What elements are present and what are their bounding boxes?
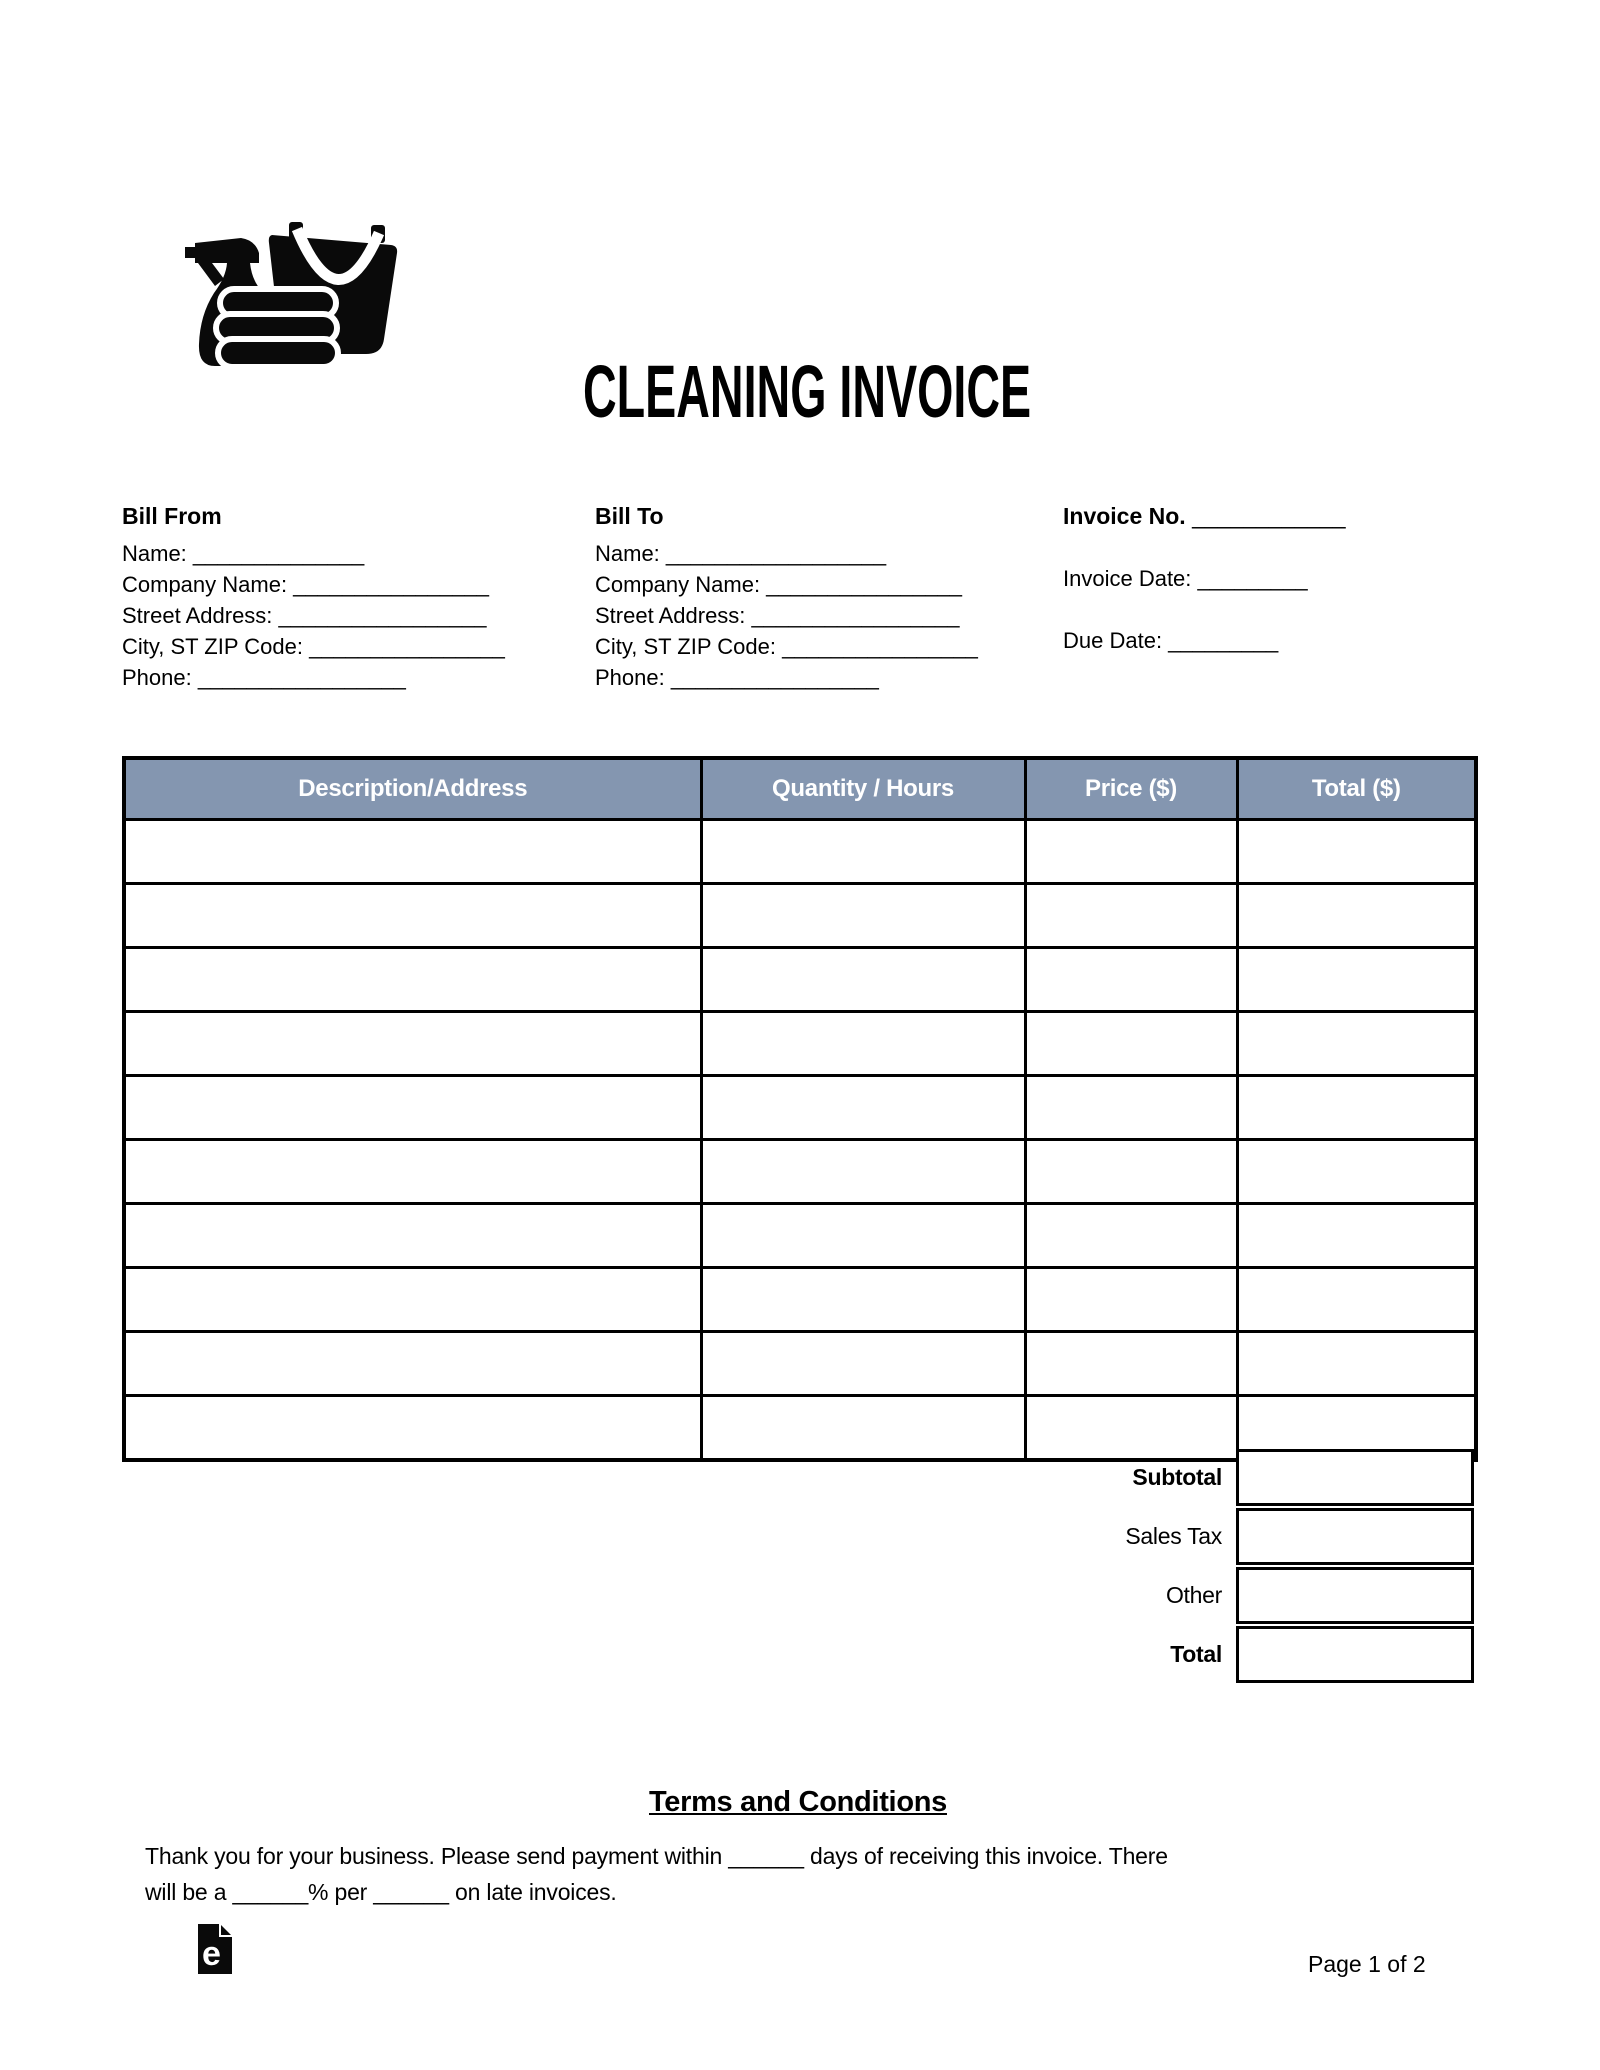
line-item-cell: [1237, 1204, 1476, 1268]
bill-to-heading: Bill To: [595, 503, 664, 529]
line-item-cell: [1025, 1204, 1237, 1268]
line-item-row: [124, 820, 1476, 884]
bill-from-phone-field: Phone: _________________: [122, 665, 406, 690]
line-item-row: [124, 1012, 1476, 1076]
line-item-row: [124, 1076, 1476, 1140]
terms-line-2: will be a ______% per ______ on late invoices.: [145, 1879, 617, 1905]
bill-from-city-field: City, ST ZIP Code: ________________: [122, 634, 505, 659]
bill-from-name-field: Name: ______________: [122, 541, 365, 566]
sales-tax-row: [122, 1508, 1474, 1565]
line-item-cell: [701, 884, 1025, 948]
invoice-meta-section: [1063, 501, 1346, 656]
line-item-cell: [701, 1268, 1025, 1332]
line-item-cell: [701, 1076, 1025, 1140]
invoice-date-field: Invoice Date: _________: [1063, 566, 1308, 591]
line-item-cell: [1025, 884, 1237, 948]
terms-paragraph: [145, 1838, 1425, 1910]
line-item-cell: [1237, 1140, 1476, 1204]
line-items-table: [122, 756, 1478, 1462]
col-header-description: Description/Address: [124, 758, 701, 820]
line-item-cell: [1025, 820, 1237, 884]
line-item-row: [124, 1332, 1476, 1396]
due-date-field: Due Date: _________: [1063, 628, 1279, 653]
col-header-price: Price ($): [1025, 758, 1237, 820]
bill-to-company-field: Company Name: ________________: [595, 572, 962, 597]
invoice-number-blank: ____________: [1185, 503, 1346, 529]
sales-tax-value-box: [1236, 1508, 1474, 1565]
line-item-cell: [1237, 820, 1476, 884]
line-item-cell: [701, 1332, 1025, 1396]
line-item-cell: [701, 948, 1025, 1012]
line-item-cell: [124, 1076, 701, 1140]
line-item-cell: [1237, 948, 1476, 1012]
line-item-cell: [701, 820, 1025, 884]
line-item-cell: [1025, 948, 1237, 1012]
line-item-cell: [1025, 1268, 1237, 1332]
bill-from-street-field: Street Address: _________________: [122, 603, 487, 628]
table-header-row: [124, 758, 1476, 820]
invoice-number-label: Invoice No.: [1063, 503, 1186, 529]
other-value-box: [1236, 1567, 1474, 1624]
other-row: [122, 1567, 1474, 1624]
bill-to-section: [595, 501, 978, 693]
line-item-cell: [1025, 1076, 1237, 1140]
line-item-cell: [1237, 1012, 1476, 1076]
summary-section: [122, 1449, 1474, 1685]
line-item-cell: [124, 1012, 701, 1076]
page-title: CLEANING INVOICE: [583, 350, 1032, 433]
line-item-cell: [124, 820, 701, 884]
subtotal-label: Subtotal: [1132, 1464, 1222, 1490]
line-item-cell: [1025, 1140, 1237, 1204]
bill-from-heading: Bill From: [122, 503, 222, 529]
terms-line-1: Thank you for your business. Please send payment within ______ days of receiving this invoice. There: [145, 1843, 1168, 1869]
subtotal-row: [122, 1449, 1474, 1506]
bill-from-company-field: Company Name: ________________: [122, 572, 489, 597]
line-item-cell: [1237, 1076, 1476, 1140]
line-item-cell: [1025, 1012, 1237, 1076]
bill-to-phone-field: Phone: _________________: [595, 665, 879, 690]
line-item-cell: [701, 1012, 1025, 1076]
page-indicator: Page 1 of 2: [1308, 1951, 1426, 1977]
col-header-quantity: Quantity / Hours: [701, 758, 1025, 820]
bill-from-section: [122, 501, 505, 693]
line-item-row: [124, 1140, 1476, 1204]
subtotal-value-box: [1236, 1449, 1474, 1506]
invoice-number-field: [1063, 501, 1346, 532]
sales-tax-label: Sales Tax: [1125, 1523, 1222, 1549]
terms-heading: Terms and Conditions: [649, 1786, 947, 1818]
col-header-total: Total ($): [1237, 758, 1476, 820]
line-item-cell: [1237, 1268, 1476, 1332]
bill-to-city-field: City, ST ZIP Code: ________________: [595, 634, 978, 659]
line-item-cell: [124, 948, 701, 1012]
line-item-cell: [1237, 1332, 1476, 1396]
svg-text:e: e: [202, 1935, 221, 1973]
line-item-cell: [124, 1332, 701, 1396]
line-item-cell: [124, 1268, 701, 1332]
line-item-cell: [1025, 1332, 1237, 1396]
total-label: Total: [1170, 1641, 1222, 1667]
line-item-cell: [124, 884, 701, 948]
line-item-row: [124, 1268, 1476, 1332]
line-item-cell: [701, 1140, 1025, 1204]
line-item-cell: [701, 1204, 1025, 1268]
line-item-cell: [1237, 884, 1476, 948]
total-row: [122, 1626, 1474, 1683]
total-value-box: [1236, 1626, 1474, 1683]
line-item-cell: [124, 1140, 701, 1204]
line-item-row: [124, 948, 1476, 1012]
line-item-row: [124, 884, 1476, 948]
bill-to-name-field: Name: __________________: [595, 541, 887, 566]
line-item-cell: [124, 1204, 701, 1268]
cleaning-supplies-icon: [185, 222, 413, 375]
other-label: Other: [1165, 1582, 1222, 1608]
eforms-document-icon: [198, 1924, 232, 1979]
bill-to-street-field: Street Address: _________________: [595, 603, 960, 628]
line-item-row: [124, 1204, 1476, 1268]
